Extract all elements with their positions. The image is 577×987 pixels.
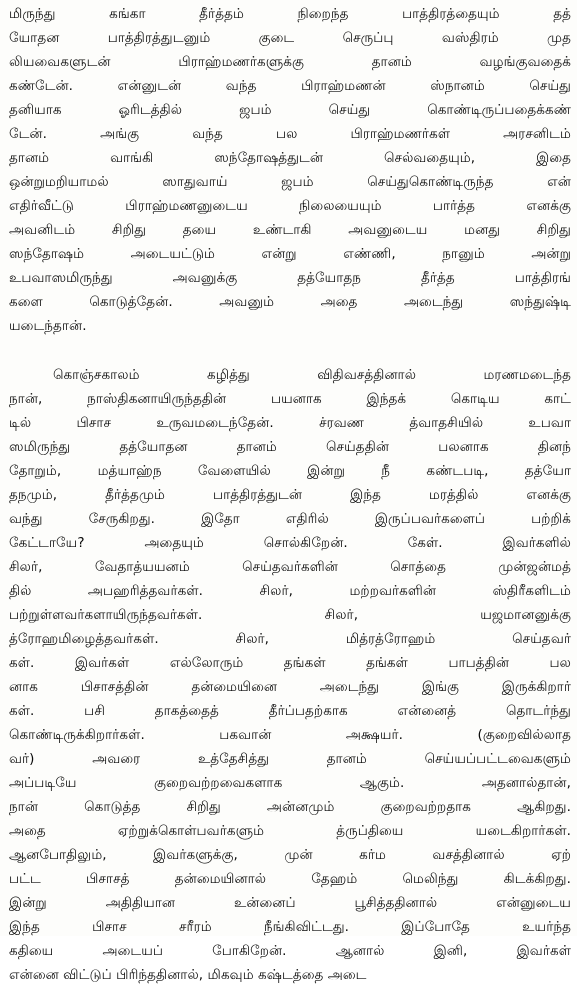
- text-line: தில் அபஹரித்தவர்கள். சிலர், மற்றவர்களின் ஸ்திரீகளிடம்: [9, 583, 571, 599]
- text-line: னாக பிசாசத்தின் தன்மையினை அடைந்து இங்கு இருக்கிறார்: [9, 679, 571, 695]
- text-line: யடைந்தான்.: [9, 318, 87, 334]
- text-line: வந்து சேருகிறது. இதோ எதிரில் இருப்பவர்களைப் பற்றிக்: [9, 511, 571, 527]
- text-line: கொஞ்சகாலம் கழித்து விதிவசத்தினால் மரணமடைந்த: [53, 367, 571, 383]
- text-line: டில் பிசாச உருவமடைந்தேன். ச்ரவண த்வாதசியில் உபவா: [9, 415, 571, 431]
- text-line: தானம் வாங்கி ஸந்தோஷத்துடன் செல்வதையும், இதை: [9, 150, 571, 166]
- text-line: டேன். அங்கு வந்த பல பிராஹ்மணர்கள் அரசனிடம்: [9, 126, 571, 142]
- text-line: சிலர், வேதாத்யயனம் செய்தவர்களின் சொத்தை முன்ஜன்மத்: [9, 559, 571, 575]
- text-line: பட்ட பிசாசத் தன்மையினால் தேஹம் மெலிந்து கிடக்கிறது.: [9, 871, 571, 887]
- text-line: கொண்டிருக்கிறார்கள். பகவான் அக்ஷயர். (குறைவில்லாத: [9, 727, 571, 743]
- text-line: பற்றுள்ளவர்களாயிருந்தவர்கள். சிலர், யஜமானனுக்கு: [9, 607, 571, 623]
- text-line: என்னை விட்டுப் பிரிந்ததினால், மிகவும் கஷ்டத்தை அடை: [9, 967, 367, 983]
- text-line: உபவாஸமிருந்து அவனுக்கு தத்யோதந தீர்த்த பாத்திரங்: [9, 270, 571, 286]
- text-line: இன்று அதிதியான உன்னைப் பூசித்ததினால் என்னுடைய: [9, 895, 571, 911]
- paragraph-2: [9, 363, 571, 987]
- text-line: யோதன பாத்திரத்துடனும் குடை செருப்பு வஸ்திரம் முத: [9, 30, 571, 46]
- text-line: களை கொடுத்தேன். அவனும் அதை அடைந்து ஸந்துஷ்டி: [9, 294, 571, 310]
- text-line: மிருந்து கங்கா தீர்த்தம் நிறைந்த பாத்திரத்தையும் தத்: [9, 6, 571, 22]
- text-line: இந்த பிசாச சரீரம் நீங்கிவிட்டது. இப்போதே உயர்ந்த: [9, 919, 571, 935]
- text-line: தோறும், மத்யாஹ்ந வேளையில் இன்று நீ கண்டபடி, தத்யோ: [9, 463, 571, 479]
- text-line: நான், நாஸ்திகனாயிருந்ததின் பயனாக இந்தக் கொடிய காட்: [9, 391, 571, 407]
- text-line: நான் கொடுத்த சிறிது அன்னமும் குறைவற்றதாக ஆகிறது.: [9, 799, 571, 815]
- text-line: கள். பசி தாகத்தைத் தீர்ப்பதற்காக என்னைத் தொடர்ந்து: [9, 703, 571, 719]
- text-line: அப்படியே குறைவற்றவைகளாக ஆகும். அதனால்தான்,: [9, 775, 571, 791]
- text-line: அவனிடம் சிறிது தயை உண்டாகி அவனுடைய மனது சிறிது: [9, 222, 571, 238]
- text-line: ஆனபோதிலும், இவர்களுக்கு, முன் கர்ம வசத்தினால் ஏற்: [9, 847, 571, 863]
- text-line: லியவைகளுடன் பிராஹ்மணர்களுக்கு தானம் வழங்குவதைக்: [9, 54, 571, 70]
- text-line: த்ரோஹமிழைத்தவர்கள். சிலர், மித்ரத்ரோஹம் செய்தவர்: [9, 631, 571, 647]
- text-line: தனியாக ஓரிடத்தில் ஜபம் செய்து கொண்டிருப்பதைக்கண்: [9, 102, 571, 118]
- text-line: ஸமிருந்து தத்யோதன தானம் செய்ததின் பலனாக தினந்: [9, 439, 571, 455]
- text-line: வர்) அவரை உத்தேசித்து தானம் செய்யப்பட்டவைகளும்: [9, 751, 571, 767]
- text-line: எதிர்வீட்டு பிராஹ்மணனுடைய நிலையையும் பார்த்த எனக்கு: [9, 198, 571, 214]
- text-line: அதை ஏற்றுக்கொள்பவர்களும் த்ருப்தியை யடைகிறார்கள்.: [9, 823, 571, 839]
- text-line: ஒன்றுமறியாமல் ஸாதுவாய் ஜபம் செய்துகொண்டிருந்த என்: [9, 174, 571, 190]
- text-line: கள். இவர்கள் எல்லோரும் தங்கள் தங்கள் பாபத்தின் பல: [9, 655, 571, 671]
- text-line: தநமும், தீர்த்தமும் பாத்திரத்துடன் இந்த மரத்தில் எனக்கு: [9, 487, 571, 503]
- text-line: கண்டேன். என்னுடன் வந்த பிராஹ்மணன் ஸ்நானம் செய்து: [9, 78, 571, 94]
- text-line: கேட்டாயே? அதையும் சொல்கிறேன். கேள். இவர்களில்: [9, 535, 571, 551]
- text-line: ஸந்தோஷம் அடையட்டும் என்று எண்ணி, நானும் அன்று: [9, 246, 571, 262]
- text-line: கதியை அடையப் போகிறேன். ஆனால் இனி, இவர்கள்: [9, 943, 571, 959]
- paragraph-1: [9, 2, 571, 338]
